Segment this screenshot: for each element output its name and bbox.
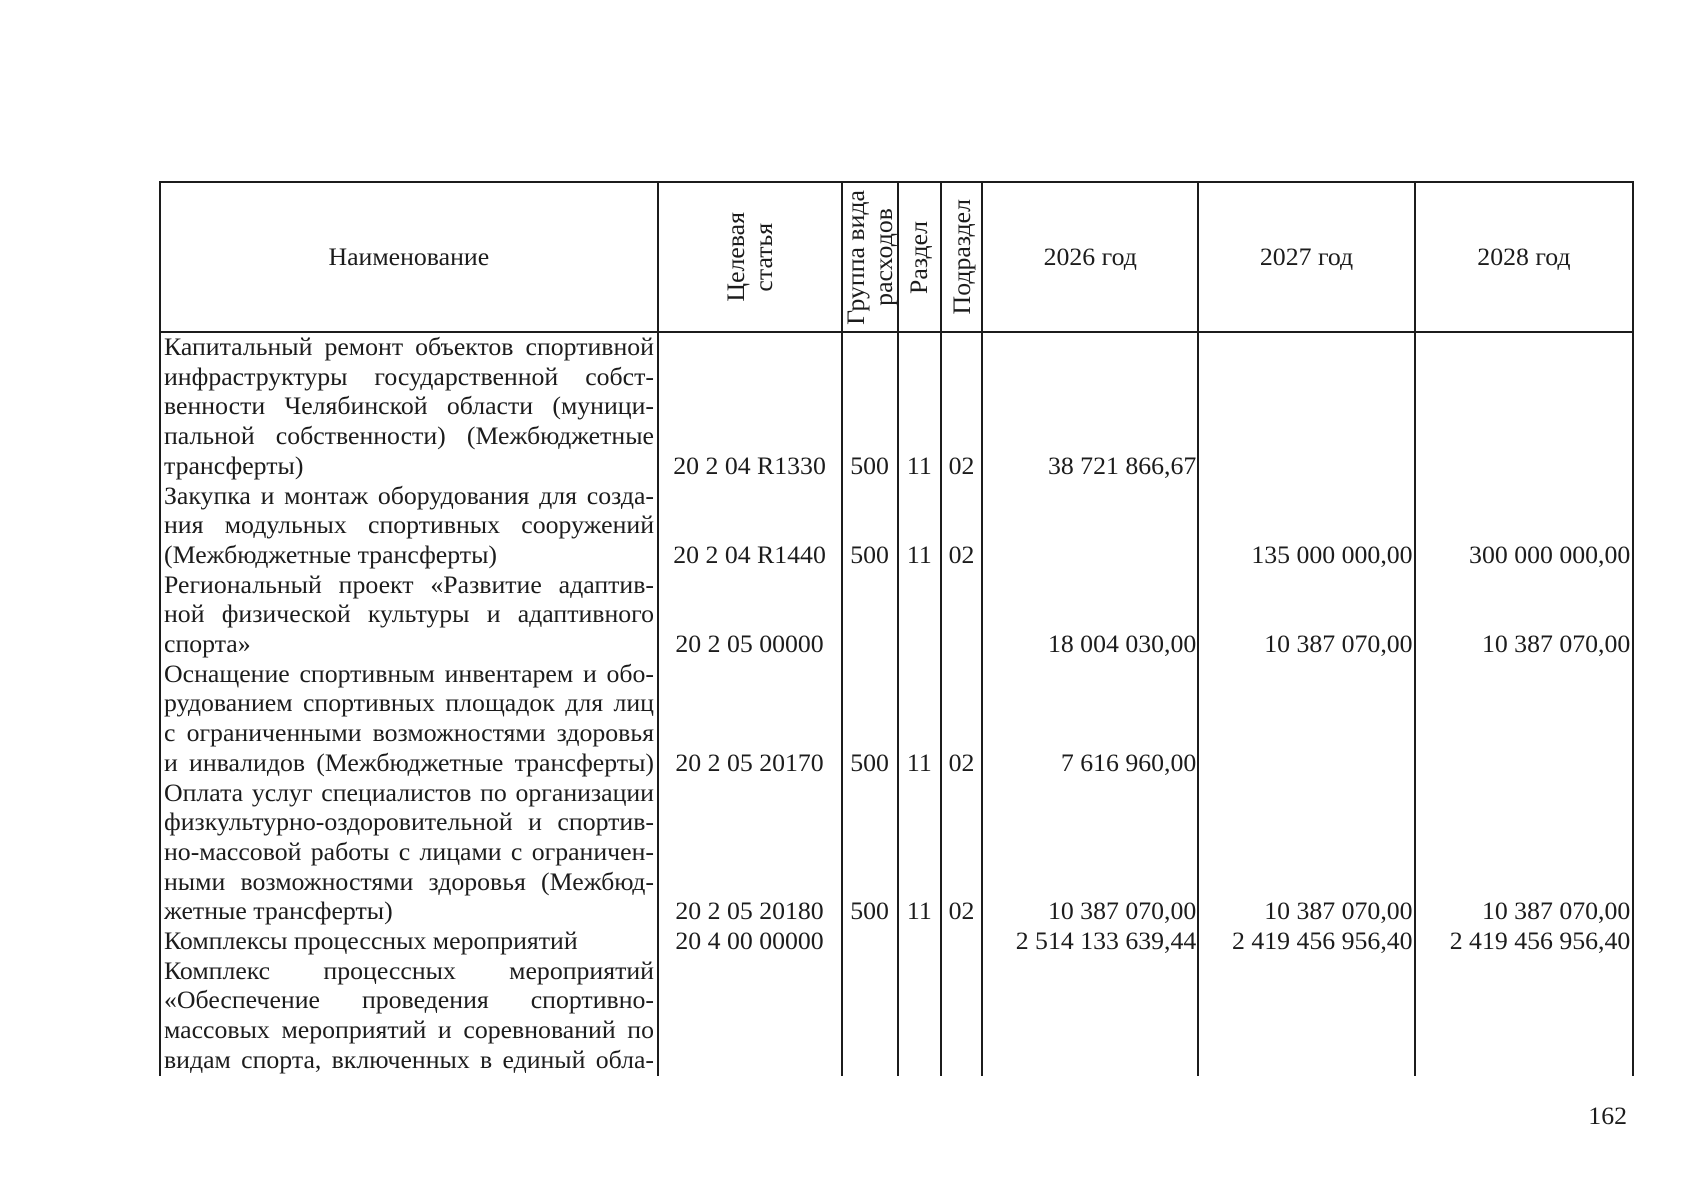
section-cell: 11 <box>906 896 932 926</box>
header-label-line: Подраздел <box>946 199 976 315</box>
name-line: с ограниченными возможностями здоровья <box>164 718 654 748</box>
table-row <box>0 956 1696 1075</box>
header-section-label <box>905 221 933 294</box>
target-article-cell: 20 2 05 20180 <box>675 896 824 926</box>
name-line: Комплексы процессных мероприятий <box>164 926 578 955</box>
table-row <box>0 659 1696 778</box>
row-name-cell <box>164 956 654 1075</box>
name-line: Оплата услуг специалистов по организации <box>164 777 654 807</box>
amount-2027-cell: 10 387 070,00 <box>1264 629 1413 658</box>
name-line: ными возможностями здоровья (Межбюд- <box>164 866 654 896</box>
name-line: ния модульных спортивных сооружений <box>164 510 654 540</box>
name-line: трансферты) <box>164 450 304 480</box>
target-article-cell: 20 2 04 R1330 <box>673 450 826 480</box>
amount-2026-cell: 2 514 133 639,44 <box>1015 926 1197 955</box>
header-target-article-cell <box>658 183 842 331</box>
page-number: 162 <box>1588 1101 1627 1130</box>
subsection-cell: 02 <box>948 896 975 926</box>
name-line: Капитальный ремонт объектов спортивной <box>164 332 654 361</box>
amount-2028-cell: 2 419 456 956,40 <box>1449 926 1631 955</box>
name-line: венности Челябинской области (муници- <box>164 391 654 421</box>
target-article-cell: 20 2 05 20170 <box>675 747 824 777</box>
table-row <box>0 332 1696 481</box>
amount-2027-cell: 2 419 456 956,40 <box>1232 926 1413 955</box>
name-line: Оснащение спортивным инвентарем и обо- <box>164 658 654 688</box>
amount-2028-cell: 10 387 070,00 <box>1481 629 1631 658</box>
header-year-2026-cell <box>982 183 1198 331</box>
header-year-2026-label: 2026 год <box>1043 242 1137 271</box>
expense-group-cell: 500 <box>850 896 889 926</box>
header-label-line: расходов <box>868 208 898 306</box>
table-row <box>0 926 1696 956</box>
target-article-cell: 20 4 00 00000 <box>675 926 824 955</box>
row-name-cell <box>164 926 654 956</box>
row-name-cell <box>164 481 654 570</box>
amount-2027-cell: 135 000 000,00 <box>1251 539 1413 569</box>
name-line: Комплекс процессных мероприятий <box>164 955 654 985</box>
subsection-cell: 02 <box>948 747 975 777</box>
table-row <box>0 570 1696 659</box>
amount-2028-cell: 300 000 000,00 <box>1469 539 1631 569</box>
section-cell: 11 <box>906 539 932 569</box>
name-line: Региональный проект «Развитие адаптив- <box>164 569 654 599</box>
header-expense-group-cell <box>842 183 898 331</box>
target-article-cell: 20 2 04 R1440 <box>673 539 826 569</box>
header-year-2028-cell <box>1415 183 1634 331</box>
section-cell: 11 <box>906 450 932 480</box>
table-row <box>0 778 1696 927</box>
amount-2028-cell: 10 387 070,00 <box>1481 896 1631 926</box>
subsection-cell: 02 <box>948 539 975 569</box>
name-line: жетные трансферты) <box>164 896 393 926</box>
name-line: физкультурно-оздоровительной и спортив- <box>164 807 654 837</box>
amount-2026-cell: 7 616 960,00 <box>1060 747 1197 777</box>
header-year-2027-cell <box>1198 183 1414 331</box>
name-line: Закупка и монтаж оборудования для созда- <box>164 480 654 510</box>
name-line: рудованием спортивных площадок для лиц <box>164 688 654 718</box>
amount-2026-cell: 38 721 866,67 <box>1047 450 1197 480</box>
row-name-cell <box>164 332 654 480</box>
header-label-line: статья <box>748 222 778 292</box>
table-row <box>0 481 1696 570</box>
header-year-2028-label: 2028 год <box>1477 242 1571 271</box>
header-name-label: Наименование <box>328 242 490 271</box>
header-expense-group-label <box>842 190 898 325</box>
header-target-article-label <box>722 212 778 302</box>
header-label-line: Целевая <box>720 212 750 302</box>
section-cell: 11 <box>906 747 932 777</box>
header-year-2027-label: 2027 год <box>1259 242 1354 271</box>
amount-2026-cell: 10 387 070,00 <box>1047 896 1197 926</box>
name-line: видам спорта, включенных в единый обла- <box>164 1044 654 1074</box>
name-line: массовых мероприятий и соревнований по <box>164 1015 654 1045</box>
name-line: инфраструктуры государственной собст- <box>164 361 654 391</box>
header-label-line: Группа вида <box>840 189 870 325</box>
row-name-cell <box>164 778 654 926</box>
header-subsection-cell <box>941 183 982 331</box>
expense-group-cell: 500 <box>850 450 889 480</box>
name-line: ной физической культуры и адаптивного <box>164 599 654 629</box>
name-line: но-массовой работы с лицами с ограничен- <box>164 836 654 866</box>
amount-2026-cell: 18 004 030,00 <box>1047 629 1197 658</box>
name-line: спорта» <box>164 628 251 658</box>
header-subsection-label <box>948 199 976 314</box>
row-name-cell <box>164 570 654 659</box>
expense-group-cell: 500 <box>850 747 889 777</box>
target-article-cell: 20 2 05 00000 <box>675 629 824 658</box>
expense-group-cell: 500 <box>850 539 889 569</box>
header-section-cell <box>898 183 941 331</box>
amount-2027-cell: 10 387 070,00 <box>1264 896 1413 926</box>
name-line: (Межбюджетные трансферты) <box>164 539 498 569</box>
row-name-cell <box>164 659 654 778</box>
subsection-cell: 02 <box>948 450 975 480</box>
name-line: пальной собственности) (Межбюджетные <box>164 421 654 451</box>
header-label-line: Раздел <box>904 220 934 294</box>
name-line: «Обеспечение проведения спортивно- <box>164 985 654 1015</box>
name-line: и инвалидов (Межбюджетные трансферты) <box>164 747 654 777</box>
header-name-cell <box>160 183 658 331</box>
